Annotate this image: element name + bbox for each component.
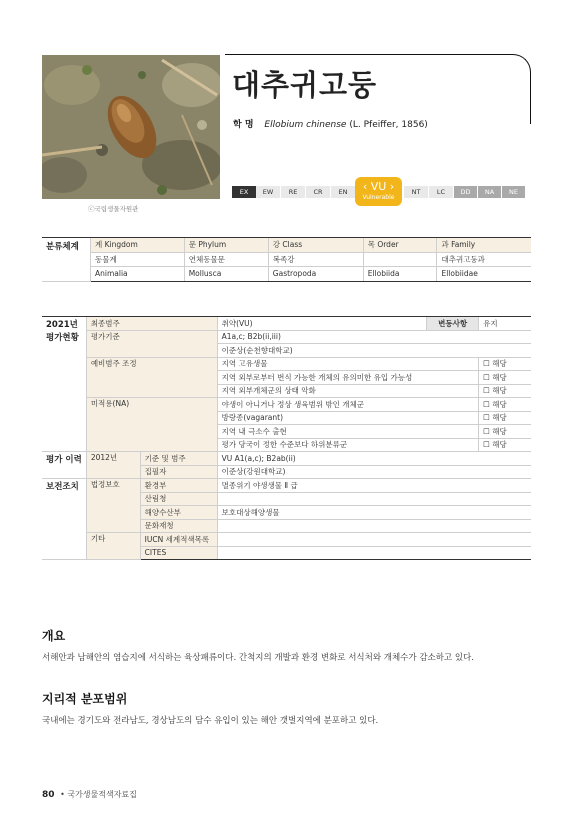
na-item: 평가 당국이 정한 수준보다 하위분류군 [217, 438, 478, 452]
taxonomy-cell [363, 252, 437, 267]
history-writer-value: 이준상(강원대학교) [217, 465, 531, 479]
na-item: 야생이 아니거나 정상 생육범위 밖인 개체군 [217, 398, 478, 412]
prelim-item: 지역 외부로부터 번식 가능한 개체의 유의미한 유입 가능성 [217, 371, 478, 385]
legal-agency: 해양수산부 [140, 506, 217, 520]
iucn-cat-ew: EW [256, 186, 281, 198]
section-protection: 보전조치 [42, 479, 86, 560]
iucn-cat-ex: EX [232, 186, 256, 198]
legal-agency: 문화재청 [140, 519, 217, 533]
iucn-cat-na: NA [478, 186, 502, 198]
taxonomy-cell: Gastropoda [268, 267, 363, 282]
page-footer [42, 789, 137, 800]
history-criteria-label: 기준 및 범주 [140, 452, 217, 466]
taxonomy-col-order: 목 Order [363, 238, 437, 253]
iucn-active-badge [355, 177, 402, 206]
iucn-cat-ne: NE [502, 186, 526, 198]
other-agency: IUCN 세계적색목록 [140, 533, 217, 547]
taxonomy-cell: Mollusca [184, 267, 268, 282]
prelim-checkbox: ☐ 해당 [479, 371, 531, 385]
taxonomy-cell: 동물계 [91, 252, 185, 267]
taxonomy-col-class: 강 Class [268, 238, 363, 253]
legal-value [217, 492, 531, 506]
iucn-active-name: Vulnerable [362, 194, 395, 201]
criteria-label: 평가기준 [86, 330, 217, 357]
taxonomy-table [42, 237, 531, 282]
other-agency: CITES [140, 546, 217, 560]
species-photo [42, 55, 220, 199]
iucn-cat-lc: LC [429, 186, 454, 198]
na-checkbox: ☐ 해당 [479, 411, 531, 425]
taxonomy-col-kingdom: 계 Kingdom [91, 238, 185, 253]
na-checkbox: ☐ 해당 [479, 438, 531, 452]
iucn-cat-cr: CR [306, 186, 331, 198]
na-checkbox: ☐ 해당 [479, 425, 531, 439]
iucn-cat-nt: NT [404, 186, 429, 198]
taxonomy-cell: 복족강 [268, 252, 363, 267]
na-checkbox: ☐ 해당 [479, 398, 531, 412]
overview-text: 서해안과 남해안의 염습지에 서식하는 육상패류이다. 간척지의 개발과 환경 변화로 서식처와 개체수가 감소하고 있다. [42, 653, 474, 663]
taxonomy-col-family: 과 Family [437, 238, 531, 253]
scientific-name [233, 117, 428, 130]
na-item: 방랑종(vagarant) [217, 411, 478, 425]
prelim-item: 지역 외부개체군의 상태 악화 [217, 384, 478, 398]
legal-agency: 산림청 [140, 492, 217, 506]
page-title: 대추귀고둥 [232, 68, 378, 102]
prelim-item: 지역 고유생물 [217, 357, 478, 371]
history-year: 2012년 [86, 452, 140, 479]
section-history: 평가 이력 [42, 452, 86, 479]
iucn-cat-re: RE [281, 186, 306, 198]
assessor-value: 이준상(순천향대학교) [217, 344, 531, 358]
taxonomy-header: 분류체계 [42, 238, 91, 282]
change-value: 유지 [479, 317, 531, 331]
other-value [217, 546, 531, 560]
final-category-label: 최종범주 [86, 317, 217, 331]
prelim-checkbox: ☐ 해당 [479, 384, 531, 398]
distribution-heading: 지리적 분포범위 [42, 692, 128, 706]
legal-value: 보호대상해양생물 [217, 506, 531, 520]
book-title: • 국가생물적색자료집 [60, 790, 137, 799]
prelim-label: 예비범주 조정 [86, 357, 217, 398]
page-number: 80 [42, 790, 55, 800]
other-label: 기타 [86, 533, 140, 560]
change-label: 변동사항 [427, 317, 479, 331]
scientific-name-latin: Ellobium chinense [264, 120, 347, 130]
distribution-text: 국내에는 경기도와 전라남도, 경상남도의 담수 유입이 있는 해안 갯벌지역에 분포하고 있다. [42, 716, 379, 726]
legal-value: 멸종위기 야생생물 Ⅱ 급 [217, 479, 531, 493]
snail-photo-illustration [42, 55, 220, 199]
taxonomy-cell: Ellobiidae [437, 267, 531, 282]
evaluation-table [42, 316, 531, 560]
legal-value [217, 519, 531, 533]
iucn-active-code: ‹ VU › [362, 180, 395, 193]
history-criteria-value: VU A1(a,c); B2ab(ii) [217, 452, 531, 466]
scientific-name-author: (L. Pfeiffer, 1856) [349, 120, 428, 130]
taxonomy-cell: Ellobiida [363, 267, 437, 282]
criteria-value: A1a,c; B2b(ii,iii) [217, 330, 531, 344]
photo-credit: ⓒ국립생물자원관 [88, 205, 139, 213]
taxonomy-cell: 대추귀고둥과 [437, 252, 531, 267]
taxonomy-cell: Animalia [91, 267, 185, 282]
na-label: 미적용(NA) [86, 398, 217, 452]
iucn-cat-en: EN [331, 186, 356, 198]
legal-agency: 환경부 [140, 479, 217, 493]
prelim-checkbox: ☐ 해당 [479, 357, 531, 371]
other-value [217, 533, 531, 547]
history-writer-label: 집필자 [140, 465, 217, 479]
taxonomy-cell: 연체동물문 [184, 252, 268, 267]
final-category-value: 취약(VU) [217, 317, 427, 331]
legal-label: 법정보호 [86, 479, 140, 533]
section-2021: 2021년 평가현황 [42, 317, 86, 452]
na-item: 지역 내 극소수 출현 [217, 425, 478, 439]
taxonomy-col-phylum: 문 Phylum [184, 238, 268, 253]
iucn-cat-dd: DD [454, 186, 478, 198]
scientific-name-label: 학 명 [233, 120, 254, 130]
overview-heading: 개요 [42, 629, 66, 643]
